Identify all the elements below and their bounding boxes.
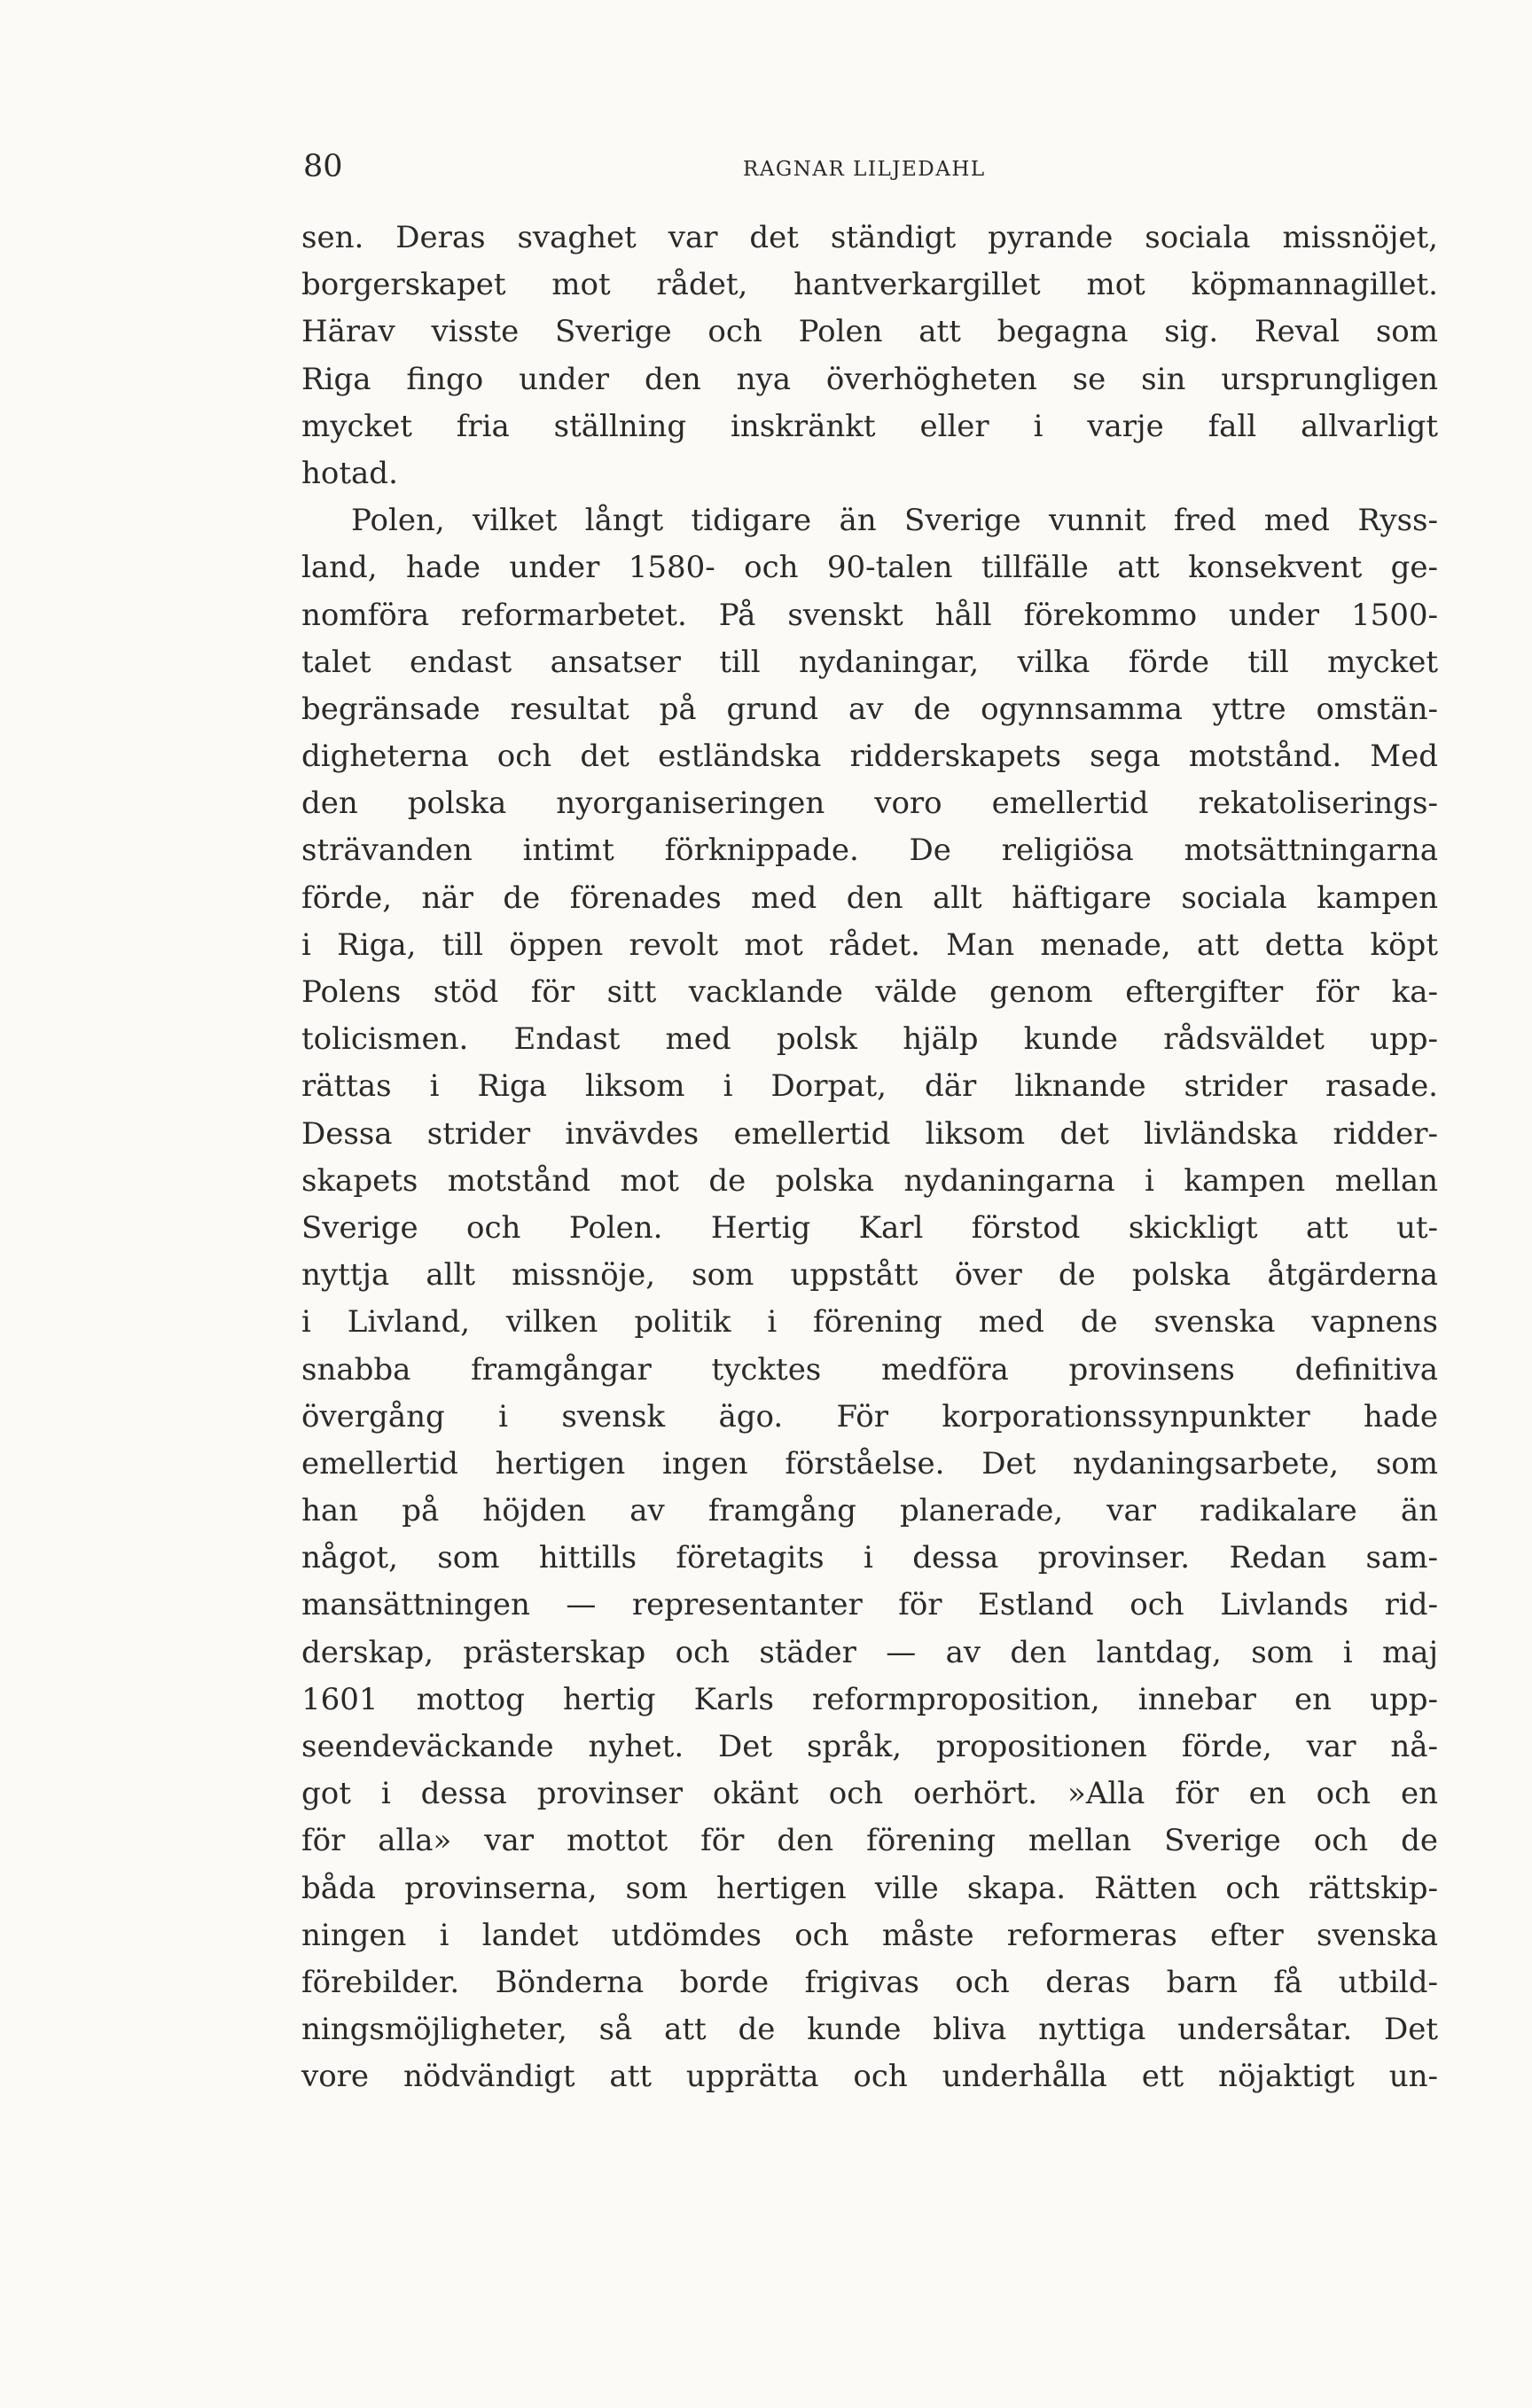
text-line: mycket fria ställning inskränkt eller i varje fall allvarligt	[301, 408, 1438, 444]
text-line: emellertid hertigen ingen förståelse. Det nydaningsarbete, som	[301, 1445, 1438, 1482]
text-line: digheterna och det estländska ridderskapets sega motstånd. Med	[301, 739, 1438, 775]
text-line: strävanden intimt förknippade. De religiösa motsättningarna	[301, 833, 1438, 869]
text-line: seendeväckande nyhet. Det språk, propositionen förde, var nå-	[301, 1729, 1438, 1764]
text-line: vore nödvändigt att upprätta och underhålla ett nöjaktigt un-	[301, 2059, 1438, 2095]
text-line: begränsade resultat på grund av de ogynnsamma yttre omstän-	[301, 691, 1438, 727]
text-line: land, hade under 1580- och 90-talen tillfälle att konsekvent ge-	[301, 550, 1438, 586]
text-line: Härav visste Sverige och Polen att begagna sig. Reval som	[301, 314, 1438, 350]
text-line: tolicismen. Endast med polsk hjälp kunde rådsväldet upp-	[301, 1021, 1438, 1058]
text-line: den polska nyorganiseringen voro emellertid rekatoliserings-	[301, 786, 1438, 822]
text-line: got i dessa provinser okänt och oerhört. »Alla för en och en	[301, 1776, 1438, 1812]
text-line: övergång i svensk ägo. För korporationssynpunkter hade	[301, 1398, 1438, 1435]
running-head: RAGNAR LILJEDAHL	[743, 158, 986, 181]
text-line: 1601 mottog hertig Karls reformproposition, innebar en upp-	[301, 1681, 1438, 1717]
text-line: derskap, prästerskap och städer — av den lantdag, som i maj	[301, 1634, 1438, 1670]
text-line: något, som hittills företagits i dessa provinser. Redan sam-	[301, 1540, 1438, 1576]
paragraph-start-line: Polen, vilket långt tidigare än Sverige vunnit fred med Ryss-	[351, 503, 1438, 539]
text-line: för alla» var mottot för den förening mellan Sverige och de	[301, 1823, 1438, 1859]
text-line: han på höjden av framgång planerade, var radikalare än	[301, 1493, 1438, 1529]
page-number: 80	[303, 149, 343, 184]
page-header	[303, 149, 1438, 193]
text-line: snabba framgångar tycktes medföra provinsens definitiva	[301, 1351, 1438, 1388]
text-line: Riga fingo under den nya överhögheten se sin ursprungligen	[301, 361, 1438, 397]
text-line: ningen i landet utdömdes och måste reformeras efter svenska	[301, 1917, 1438, 1953]
body-text	[301, 215, 1438, 2101]
text-line: sen. Deras svaghet var det ständigt pyrande sociala missnöjet,	[301, 220, 1438, 255]
text-line: mansättningen — representanter för Estland och Livlands rid-	[301, 1587, 1438, 1623]
text-line: i Livland, vilken politik i förening med de svenska vapnens	[301, 1304, 1438, 1341]
text-line: rättas i Riga liksom i Dorpat, där liknande strider rasade.	[301, 1068, 1438, 1105]
text-line: förebilder. Bönderna borde frigivas och deras barn få utbild-	[301, 1964, 1438, 2000]
text-line: hotad.	[301, 455, 398, 491]
text-line: ningsmöjligheter, så att de kunde bliva nyttiga undersåtar. Det	[301, 2012, 1438, 2048]
text-line: borgerskapet mot rådet, hantverkargillet mot köpmannagillet.	[301, 267, 1438, 303]
text-line: i Riga, till öppen revolt mot rådet. Man menade, att detta köpt	[301, 926, 1438, 963]
text-line: nyttja allt missnöje, som uppstått över de polska åtgärderna	[301, 1257, 1438, 1294]
text-line: båda provinserna, som hertigen ville skapa. Rätten och rättskip-	[301, 1870, 1438, 1906]
text-line: nomföra reformarbetet. På svenskt håll förekommo under 1500-	[301, 597, 1438, 633]
text-line: skapets motstånd mot de polska nydaningarna i kampen mellan	[301, 1162, 1438, 1199]
text-line: Polens stöd för sitt vacklande välde genom eftergifter för ka-	[301, 974, 1438, 1010]
text-line: förde, när de förenades med den allt häftigare sociala kampen	[301, 880, 1438, 916]
text-line: Sverige och Polen. Hertig Karl förstod skickligt att ut-	[301, 1209, 1438, 1246]
text-line: Dessa strider invävdes emellertid liksom det livländska ridder-	[301, 1115, 1438, 1152]
text-line: talet endast ansatser till nydaningar, vilka förde till mycket	[301, 644, 1438, 680]
